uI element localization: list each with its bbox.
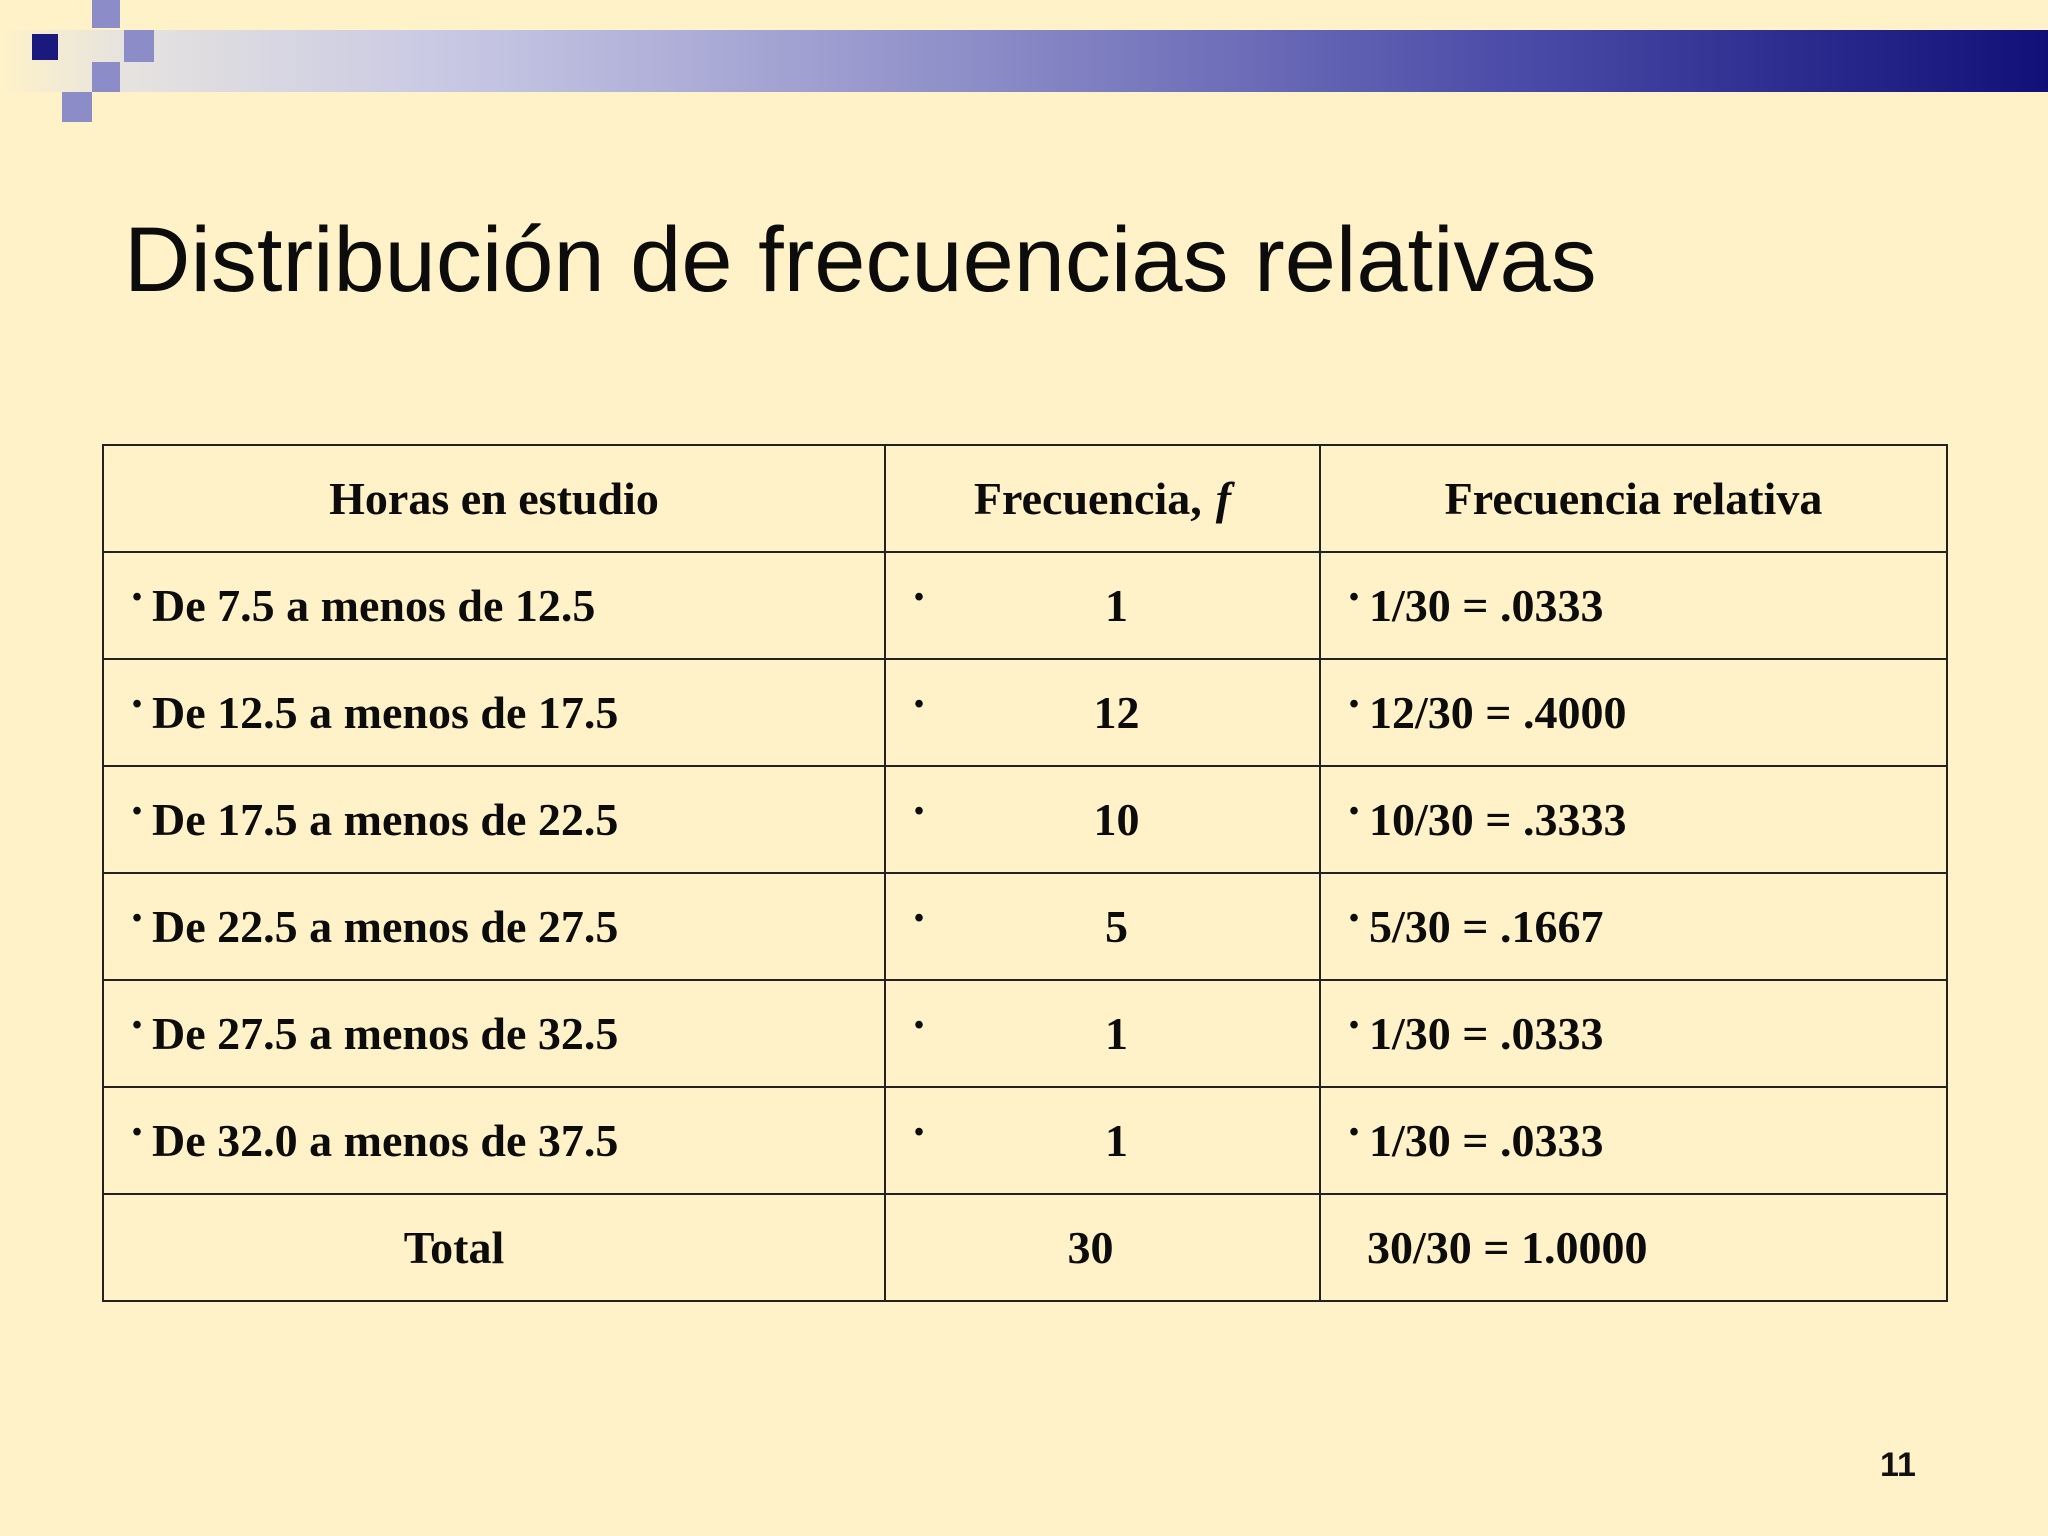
hours-cell (103, 659, 885, 766)
frequency-cell (885, 1087, 1320, 1194)
deco-square-light (92, 0, 120, 28)
total-label: Total (403, 1222, 505, 1273)
relative-frequency-cell (1320, 659, 1947, 766)
frequency-value: 12 (1093, 687, 1140, 738)
relative-frequency-value: 12/30 = .4000 (1369, 687, 1627, 738)
bullet: • (914, 581, 924, 613)
hours-text: De 22.5 a menos de 27.5 (152, 901, 619, 952)
bullet: • (1349, 688, 1359, 720)
total-relative-frequency-value: 30/30 = 1.0000 (1367, 1222, 1648, 1273)
relative-frequency-cell (1320, 1087, 1947, 1194)
page-number: 11 (1880, 1446, 1916, 1484)
relative-frequency-value: 5/30 = .1667 (1369, 901, 1604, 952)
total-frequency-value: 30 (1067, 1222, 1114, 1273)
deco-square-light (62, 92, 92, 122)
header-hours: Horas en estudio (103, 445, 885, 552)
bullet: • (914, 795, 924, 827)
bullet: • (914, 1116, 924, 1148)
frequency-table (102, 444, 1948, 1302)
deco-square-dark (32, 34, 58, 60)
hours-text: De 27.5 a menos de 32.5 (152, 1008, 619, 1059)
bullet: • (914, 902, 924, 934)
deco-square-light (124, 30, 154, 62)
hours-cell (103, 1087, 885, 1194)
relative-frequency-cell (1320, 552, 1947, 659)
table-row (103, 552, 1947, 659)
hours-cell (103, 980, 885, 1087)
header-frequency-symbol: f (1215, 473, 1232, 524)
table-row (103, 1087, 1947, 1194)
header-relative-frequency: Frecuencia relativa (1320, 445, 1947, 552)
relative-frequency-cell (1320, 873, 1947, 980)
bullet: • (914, 688, 924, 720)
bullet: • (132, 1116, 142, 1148)
bullet: • (1349, 902, 1359, 934)
hours-text: De 32.0 a menos de 37.5 (152, 1115, 619, 1166)
frequency-cell (885, 552, 1320, 659)
relative-frequency-value: 1/30 = .0333 (1369, 1115, 1604, 1166)
bullet: • (132, 1009, 142, 1041)
table-row (103, 980, 1947, 1087)
header-frequency-label: Frecuencia, (973, 473, 1202, 524)
relative-frequency-value: 1/30 = .0333 (1369, 580, 1604, 631)
table-row (103, 766, 1947, 873)
frequency-cell (885, 766, 1320, 873)
hours-cell (103, 873, 885, 980)
bullet: • (132, 688, 142, 720)
relative-frequency-cell (1320, 980, 1947, 1087)
total-relative-frequency-cell (1320, 1194, 1947, 1301)
frequency-cell (885, 980, 1320, 1087)
table-total-row (103, 1194, 1947, 1301)
deco-square-light (92, 62, 120, 92)
total-frequency-cell (885, 1194, 1320, 1301)
bullet: • (1349, 581, 1359, 613)
hours-cell (103, 766, 885, 873)
frequency-value: 1 (1105, 580, 1128, 631)
frequency-value: 5 (1105, 901, 1128, 952)
hours-text: De 17.5 a menos de 22.5 (152, 794, 619, 845)
table-header-row (103, 445, 1947, 552)
hours-cell (103, 552, 885, 659)
total-label-cell (103, 1194, 885, 1301)
relative-frequency-value: 1/30 = .0333 (1369, 1008, 1604, 1059)
header-frequency (885, 445, 1320, 552)
frequency-value: 1 (1105, 1008, 1128, 1059)
relative-frequency-value: 10/30 = .3333 (1369, 794, 1627, 845)
bullet: • (1349, 795, 1359, 827)
bullet: • (132, 581, 142, 613)
frequency-value: 10 (1093, 794, 1140, 845)
frequency-cell (885, 659, 1320, 766)
relative-frequency-cell (1320, 766, 1947, 873)
slide-title: Distribución de frecuencias relativas (124, 209, 1597, 311)
bullet: • (1349, 1116, 1359, 1148)
header-gradient-band (0, 30, 2048, 92)
frequency-cell (885, 873, 1320, 980)
bullet: • (914, 1009, 924, 1041)
bullet: • (1349, 1009, 1359, 1041)
table-row (103, 873, 1947, 980)
frequency-value: 1 (1105, 1115, 1128, 1166)
bullet: • (132, 902, 142, 934)
bullet: • (132, 795, 142, 827)
hours-text: De 12.5 a menos de 17.5 (152, 687, 619, 738)
table-row (103, 659, 1947, 766)
hours-text: De 7.5 a menos de 12.5 (152, 580, 596, 631)
